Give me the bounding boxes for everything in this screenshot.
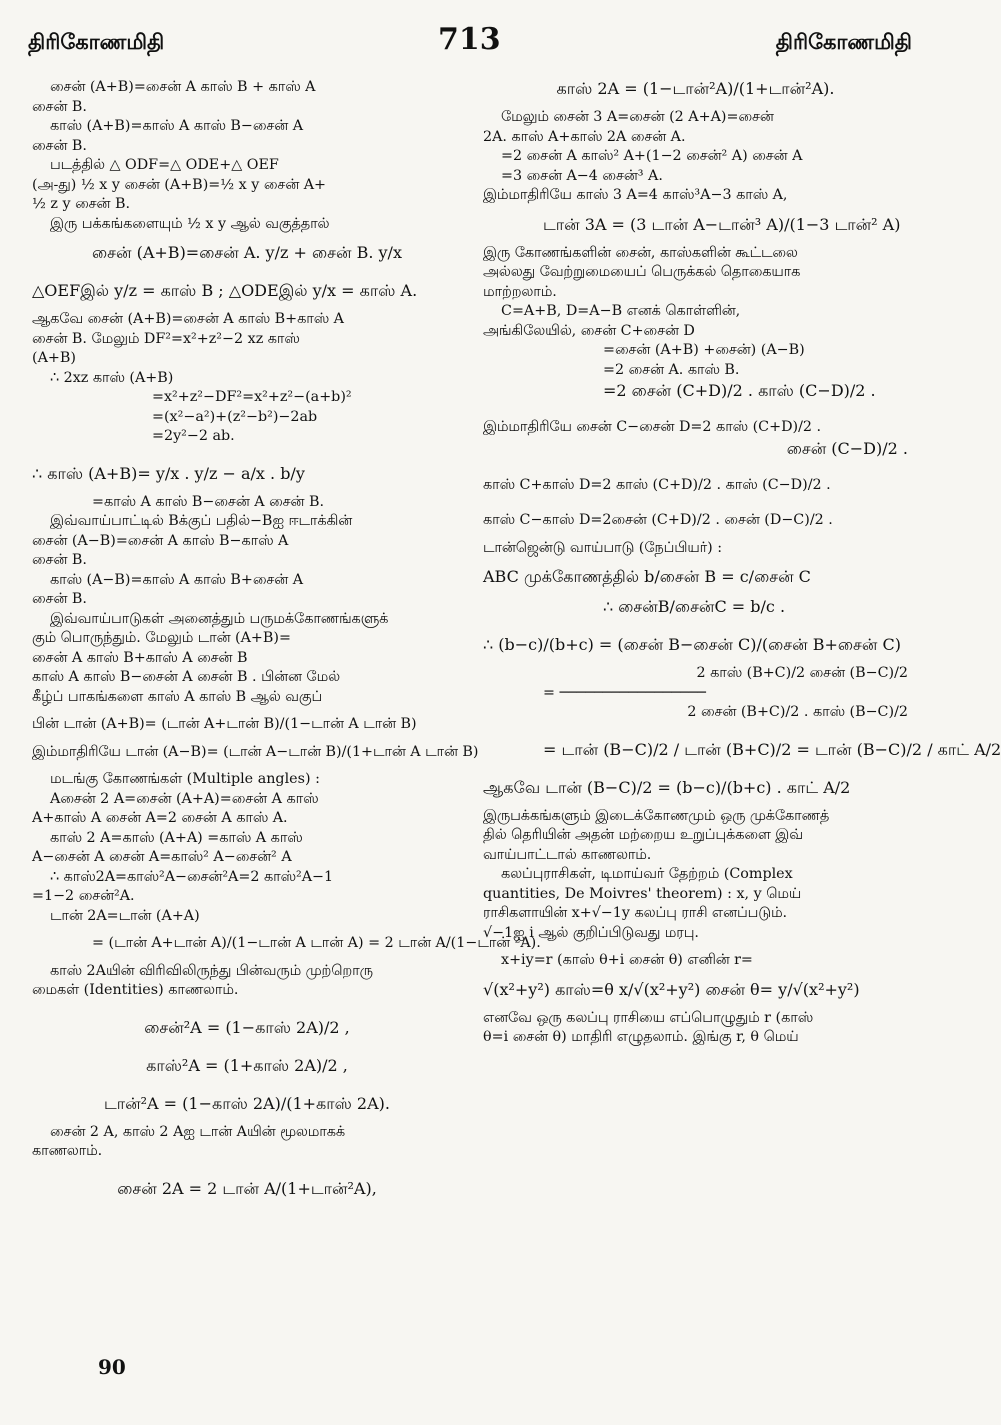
text-line: =2 சைன் A. காஸ் B.: [603, 361, 740, 378]
text-line: எனவே ஒரு கலப்பு ராசியை எப்பொழுதும் r (காஸ்: [483, 1009, 814, 1026]
text-line: சைன் (A−B)=சைன் A காஸ் B−காஸ் A: [32, 532, 289, 549]
text-line: ∴ சைன்B/சைன்C = b/c .: [603, 597, 786, 616]
text-line: சைன் B.: [32, 552, 87, 568]
text-line: காஸ் (A−B)=காஸ் A காஸ் B+சைன் A: [50, 571, 304, 588]
text-line: சைன் B.: [32, 98, 87, 115]
text-line: மேலும் சைன் 3 A=சைன் (2 A+A)=சைன்: [501, 109, 774, 125]
text-line: 2A. காஸ் A+காஸ் 2A சைன் A.: [483, 128, 686, 145]
text-line: காஸ் (A+B)=காஸ் A காஸ் B−சைன் A: [50, 118, 304, 134]
text-line: இருபக்கங்களும் இடைக்கோணமும் ஒரு முக்கோணத்: [483, 807, 830, 824]
text-line: பின் டான் (A+B)= (டான் A+டான் B)/(1−டான் A டான் B): [32, 716, 417, 732]
text-line: 2 சைன் (B+C)/2 . காஸ் (B−C)/2: [687, 704, 908, 720]
text-line: கலப்புராசிகள், டிமாய்வர் தேற்றம் (Complex: [501, 866, 793, 882]
text-line: quantities, De Moivres' theorem) : x, y மெய்: [483, 885, 802, 902]
text-line: ∴ 2xz காஸ் (A+B): [50, 369, 174, 386]
text-line: =காஸ் A காஸ் B−சைன் A சைன் B.: [92, 493, 324, 510]
text-line: இரு பக்கங்களையும் ½ x y ஆல் வகுத்தால்: [50, 215, 330, 232]
text-line: இம்மாதிரியே சைன் C−சைன் D=2 காஸ் (C+D)/2 .: [483, 419, 822, 435]
running-title-left: திரிகோணமிதி: [28, 30, 165, 54]
text-line: காஸ் A காஸ் B−சைன் A சைன் B . பின்ன மேல்: [32, 669, 340, 685]
text-line: வாய்பாட்டால் காணலாம்.: [483, 846, 652, 863]
text-line: காஸ் C−காஸ் D=2சைன் (C+D)/2 . சைன் (D−C)/2 .: [483, 512, 833, 528]
text-line: சைன் (A+B)=சைன் A காஸ் B + காஸ் A: [50, 79, 316, 95]
text-line: ∴ காஸ்2A=காஸ்²A−சைன்²A=2 காஸ்²A−1: [50, 868, 334, 885]
running-title-right: திரிகோணமிதி: [775, 30, 912, 54]
text-line: ABC முக்கோணத்தில் b/சைன் B = c/சைன் C: [483, 567, 811, 586]
text-line: காணலாம்.: [32, 1143, 103, 1159]
text-line: =சைன் (A+B) +சைன்) (A−B): [603, 342, 805, 358]
text-line: A−சைன் A சைன் A=காஸ்² A−சைன்² A: [32, 849, 292, 865]
text-line: =2 சைன் (C+D)/2 . காஸ் (C−D)/2 .: [603, 381, 876, 400]
text-line: θ=i சைன் θ) மாதிரி எழுதலாம். இங்கு r, θ மெய்: [483, 1029, 799, 1045]
text-line: காஸ் 2A = (1−டான்²A)/(1+டான்²A).: [556, 79, 835, 98]
text-line: சைன் 2 A, காஸ் 2 Aஐ டான் Aயின் மூலமாகக்: [50, 1123, 346, 1140]
text-line: = டான் (B−C)/2 / டான் (B+C)/2 = டான் (B−C)/2 / காட் A/2: [543, 739, 1001, 759]
text-line: (A+B): [32, 350, 76, 366]
text-line: டான் 2A=டான் (A+A): [50, 907, 200, 924]
text-line: √(x²+y²) காஸ்=θ x/√(x²+y²) சைன் θ= y/√(x²+y²): [483, 979, 860, 999]
text-line: டான்ஜென்டு வாய்பாடு (நேப்பியர்) :: [483, 539, 723, 556]
footer-page-label: 90: [98, 1355, 126, 1379]
text-line: √−1ஐ i ஆல் குறிப்பிடுவது மரபு.: [483, 924, 699, 941]
text-line: =1−2 சைன்²A.: [32, 888, 135, 904]
text-line: மைகள் (Identities) காணலாம்.: [32, 982, 239, 998]
text-line: இவ்வாய்பாட்டில் Bக்குப் பதில்−Bஐ ஈடாக்கின்: [50, 513, 353, 529]
text-line: சைன் B.: [32, 591, 87, 607]
text-line: C=A+B, D=A−B எனக் கொள்ளின்,: [501, 303, 741, 319]
text-line: △OEFஇல் y/z = காஸ் B ; △ODEஇல் y/x = காஸ் A.: [32, 281, 418, 300]
text-line: = ─────────────────: [543, 684, 706, 701]
text-line: மாற்றலாம்.: [483, 283, 557, 300]
text-line: இரு கோணங்களின் சைன், காஸ்களின் கூட்டலை: [483, 244, 798, 261]
text-line: =2 சைன் A காஸ்² A+(1−2 சைன்² A) சைன் A: [501, 148, 803, 164]
text-line: டான் 3A = (3 டான் A−டான்³ A)/(1−3 டான்² A): [543, 214, 901, 234]
text-line: காஸ் 2Aயின் விரிவிலிருந்து பின்வரும் முற்றொரு: [50, 962, 373, 979]
text-line: இம்மாதிரியே டான் (A−B)= (டான் A−டான் B)/(1+டான் A டான் B): [32, 743, 479, 760]
text-line: (அ-து) ½ x y சைன் (A+B)=½ x y சைன் A+: [32, 176, 327, 193]
text-line: சைன் (C−D)/2 .: [786, 438, 908, 458]
text-line: சைன் (A+B)=சைன் A. y/z + சைன் B. y/x: [92, 243, 402, 262]
text-line: =2y²−2 ab.: [152, 428, 235, 444]
text-line: தில் தெரியின் அதன் மற்றைய உறுப்புக்களை இவ்: [483, 827, 803, 843]
text-line: ஆகவே சைன் (A+B)=சைன் A காஸ் B+காஸ் A: [32, 311, 344, 327]
text-line: =(x²−a²)+(z²−b²)−2ab: [152, 408, 318, 425]
text-line: ∴ (b−c)/(b+c) = (சைன் B−சைன் C)/(சைன் B+சைன் C): [483, 635, 901, 654]
text-line: காஸ் C+காஸ் D=2 காஸ் (C+D)/2 . காஸ் (C−D)/2 .: [483, 476, 831, 493]
text-line: காஸ் 2 A=காஸ் (A+A) =காஸ் A காஸ்: [50, 829, 303, 846]
text-line: சைன்²A = (1−காஸ் 2A)/2 ,: [144, 1017, 350, 1037]
text-line: கீழ்ப் பாகங்களை காஸ் A காஸ் B ஆல் வகுப்: [32, 688, 323, 705]
text-line: ∴ காஸ் (A+B)= y/x . y/z − a/x . b/y: [32, 463, 305, 483]
text-line: கும் பொருந்தும். மேலும் டான் (A+B)=: [32, 630, 291, 646]
text-line: இம்மாதிரியே காஸ் 3 A=4 காஸ்³A−3 காஸ் A,: [483, 187, 788, 203]
text-line: இவ்வாய்பாடுகள் அனைத்தும் பருமக்கோணங்களுக்: [50, 610, 389, 627]
text-line: ராசிகளாயின் x+√−1y கலப்பு ராசி எனப்படும்.: [483, 905, 788, 921]
text-line: = (டான் A+டான் A)/(1−டான் A டான் A) = 2 டான் A/(1−டான் ²A).: [92, 935, 541, 951]
text-line: =3 சைன் A−4 சைன்³ A.: [501, 167, 663, 184]
text-line: ஆகவே டான் (B−C)/2 = (b−c)/(b+c) . காட் A/2: [483, 777, 851, 797]
text-line: காஸ்²A = (1+காஸ் 2A)/2 ,: [146, 1055, 348, 1075]
page-number: 713: [438, 22, 501, 57]
text-line: 2 காஸ் (B+C)/2 சைன் (B−C)/2: [696, 665, 908, 681]
text-line: சைன் 2A = 2 டான் A/(1+டான்²A),: [117, 1178, 377, 1198]
text-line: டான்²A = (1−காஸ் 2A)/(1+காஸ் 2A).: [104, 1093, 390, 1113]
right-text-column: [483, 78, 1001, 1048]
text-line: அல்லது வேற்றுமையைப் பெருக்கல் தொகையாக: [483, 264, 801, 280]
text-line: =x²+z²−DF²=x²+z²−(a+b)²: [152, 389, 352, 405]
text-line: ½ z y சைன் B.: [32, 196, 131, 212]
page-header: [18, 22, 912, 62]
text-line: அங்கிலேயில், சைன் C+சைன் D: [483, 322, 695, 339]
text-line: A+காஸ் A சைன் A=2 சைன் A காஸ் A.: [32, 810, 288, 826]
text-line: Aசைன் 2 A=சைன் (A+A)=சைன் A காஸ்: [50, 790, 319, 807]
text-line: மடங்கு கோணங்கள் (Multiple angles) :: [50, 771, 320, 787]
text-line: சைன் A காஸ் B+காஸ் A சைன் B: [32, 649, 248, 666]
text-line: சைன் B.: [32, 137, 87, 154]
text-line: x+iy=r (காஸ் θ+i சைன் θ) எனின் r=: [501, 952, 753, 968]
text-line: படத்தில் △ ODF=△ ODE+△ OEF: [50, 157, 279, 173]
text-line: சைன் B. மேலும் DF²=x²+z²−2 xz காஸ்: [32, 330, 300, 347]
